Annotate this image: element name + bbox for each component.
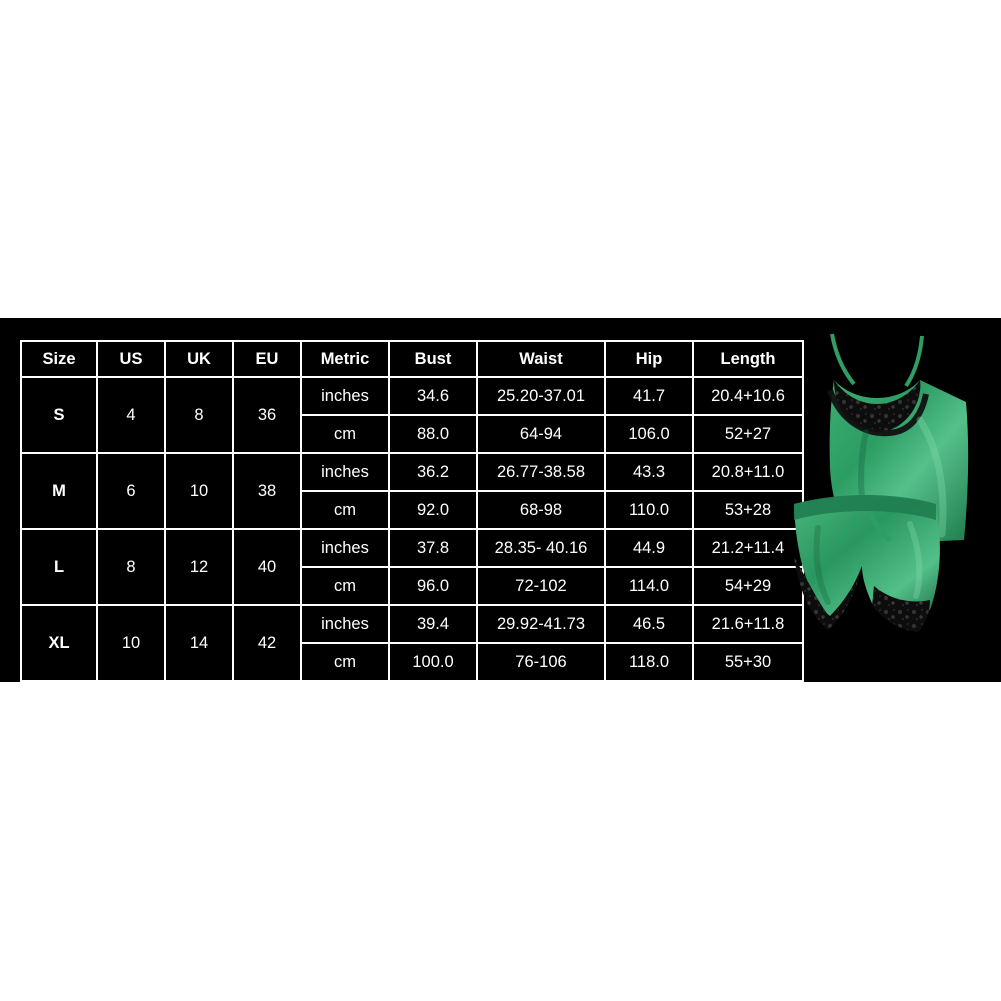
cell-waist: 64-94 (477, 415, 605, 453)
cell-metric: cm (301, 415, 389, 453)
table-row (21, 529, 803, 567)
cell-us: 8 (97, 529, 165, 605)
column-header-waist: Waist (477, 341, 605, 377)
column-header-us: US (97, 341, 165, 377)
cell-hip: 110.0 (605, 491, 693, 529)
cell-size: S (21, 377, 97, 453)
cell-waist: 68-98 (477, 491, 605, 529)
column-header-uk: UK (165, 341, 233, 377)
table-row (21, 605, 803, 643)
column-header-hip: Hip (605, 341, 693, 377)
cell-metric: cm (301, 491, 389, 529)
product-image (770, 328, 990, 668)
cell-metric: inches (301, 377, 389, 415)
cell-waist: 28.35- 40.16 (477, 529, 605, 567)
cell-eu: 42 (233, 605, 301, 681)
cell-waist: 29.92-41.73 (477, 605, 605, 643)
cell-eu: 36 (233, 377, 301, 453)
cell-hip: 46.5 (605, 605, 693, 643)
cell-hip: 44.9 (605, 529, 693, 567)
cell-bust: 37.8 (389, 529, 477, 567)
cell-size: M (21, 453, 97, 529)
cell-uk: 12 (165, 529, 233, 605)
cell-metric: cm (301, 567, 389, 605)
cell-waist: 76-106 (477, 643, 605, 681)
cell-bust: 36.2 (389, 453, 477, 491)
cell-hip: 118.0 (605, 643, 693, 681)
cell-metric: cm (301, 643, 389, 681)
cell-metric: inches (301, 453, 389, 491)
cell-length: 52+27 (693, 415, 803, 453)
cell-uk: 14 (165, 605, 233, 681)
size-table-head (21, 341, 803, 377)
cell-size: L (21, 529, 97, 605)
cell-us: 4 (97, 377, 165, 453)
cell-us: 10 (97, 605, 165, 681)
column-header-bust: Bust (389, 341, 477, 377)
cell-waist: 25.20-37.01 (477, 377, 605, 415)
column-header-eu: EU (233, 341, 301, 377)
cami-straps (832, 334, 922, 386)
size-table (20, 340, 804, 682)
column-header-size: Size (21, 341, 97, 377)
column-header-metric: Metric (301, 341, 389, 377)
cell-bust: 34.6 (389, 377, 477, 415)
cell-waist: 26.77-38.58 (477, 453, 605, 491)
cell-bust: 88.0 (389, 415, 477, 453)
cell-us: 6 (97, 453, 165, 529)
cell-length: 20.4+10.6 (693, 377, 803, 415)
cell-metric: inches (301, 605, 389, 643)
cell-hip: 43.3 (605, 453, 693, 491)
cell-bust: 96.0 (389, 567, 477, 605)
cell-length: 55+30 (693, 643, 803, 681)
table-header-row (21, 341, 803, 377)
cell-length: 21.2+11.4 (693, 529, 803, 567)
cell-metric: inches (301, 529, 389, 567)
cell-bust: 100.0 (389, 643, 477, 681)
cell-length: 20.8+11.0 (693, 453, 803, 491)
cell-eu: 40 (233, 529, 301, 605)
cell-size: XL (21, 605, 97, 681)
column-header-length: Length (693, 341, 803, 377)
cell-uk: 8 (165, 377, 233, 453)
cell-eu: 38 (233, 453, 301, 529)
table-row (21, 377, 803, 415)
cell-hip: 41.7 (605, 377, 693, 415)
cell-bust: 39.4 (389, 605, 477, 643)
cell-waist: 72-102 (477, 567, 605, 605)
cell-hip: 114.0 (605, 567, 693, 605)
size-table-body (21, 377, 803, 681)
cell-uk: 10 (165, 453, 233, 529)
cell-length: 21.6+11.8 (693, 605, 803, 643)
size-chart-panel (0, 318, 1001, 682)
cell-hip: 106.0 (605, 415, 693, 453)
size-table-container (20, 340, 785, 682)
cell-bust: 92.0 (389, 491, 477, 529)
satin-shorts (794, 495, 940, 632)
cell-length: 54+29 (693, 567, 803, 605)
table-row (21, 453, 803, 491)
cell-length: 53+28 (693, 491, 803, 529)
